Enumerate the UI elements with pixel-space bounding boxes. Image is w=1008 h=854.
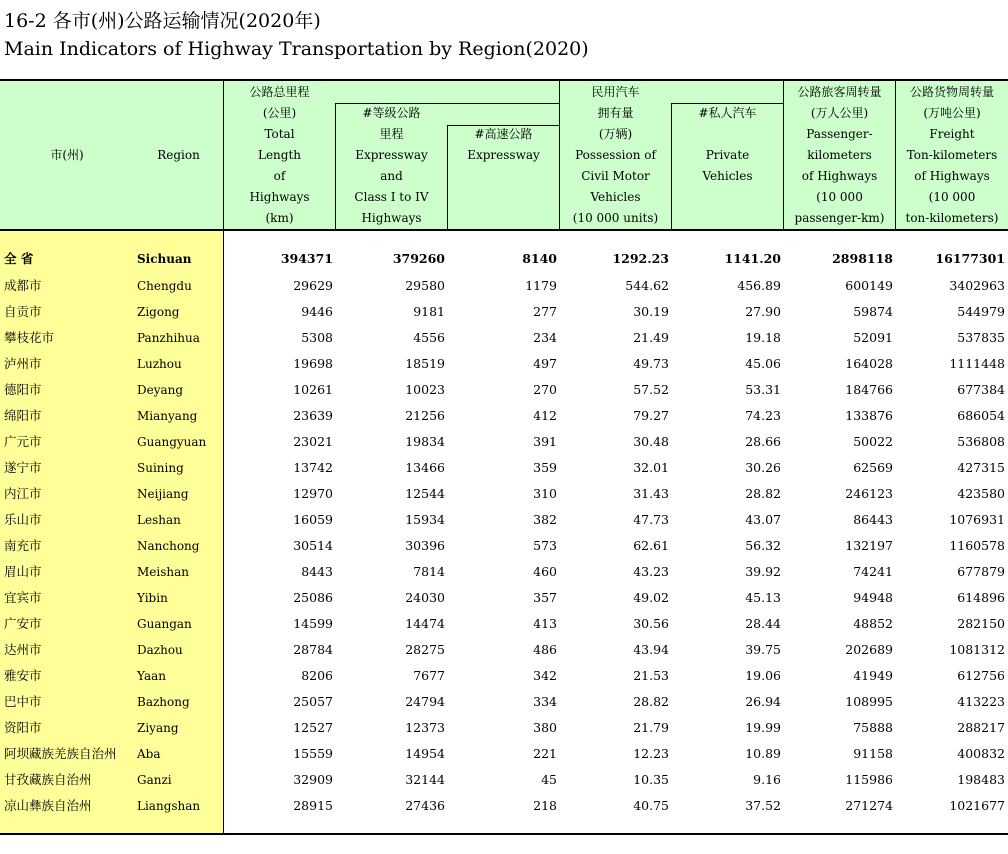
cell-private-vehicles: 43.07 [745, 512, 781, 527]
cell-motor-vehicles: 544.62 [625, 278, 669, 293]
cell-graded-length: 15934 [405, 512, 445, 527]
cell-graded-length: 32144 [405, 772, 445, 787]
cell-passenger-km: 86443 [853, 512, 893, 527]
cell-freight-tkm: 1111448 [949, 356, 1005, 371]
row-name-chinese: 遂宁市 [4, 460, 42, 475]
table-row [0, 351, 1008, 377]
row-name-chinese: 内江市 [4, 486, 42, 501]
row-name-english: Dazhou [137, 643, 183, 657]
cell-motor-vehicles: 21.53 [633, 668, 669, 683]
cell-passenger-km: 202689 [845, 642, 893, 657]
cell-graded-length: 27436 [405, 798, 445, 813]
row-name-chinese: 全 省 [4, 251, 34, 266]
row-name-english: Bazhong [137, 695, 190, 709]
cell-graded-length: 21256 [405, 408, 445, 423]
cell-private-vehicles: 37.52 [745, 798, 781, 813]
cell-expressway-length: 391 [533, 434, 557, 449]
cell-private-vehicles: 27.90 [745, 304, 781, 319]
cell-expressway-length: 413 [533, 616, 557, 631]
cell-passenger-km: 133876 [845, 408, 893, 423]
row-name-english: Ganzi [137, 773, 172, 787]
row-name-english: Luzhou [137, 357, 182, 371]
cell-freight-tkm: 1081312 [949, 642, 1005, 657]
cell-private-vehicles: 56.32 [745, 538, 781, 553]
row-name-english: Ziyang [137, 721, 179, 735]
cell-expressway-length: 310 [533, 486, 557, 501]
cell-graded-length: 19834 [405, 434, 445, 449]
header-bottom-rule [0, 229, 1008, 231]
table-title-chinese: 16-2 各市(州)公路运输情况(2020年) [4, 10, 321, 32]
cell-passenger-km: 246123 [845, 486, 893, 501]
cell-motor-vehicles: 21.49 [633, 330, 669, 345]
row-name-chinese: 宜宾市 [4, 590, 42, 605]
cell-motor-vehicles: 79.27 [633, 408, 669, 423]
table-row [0, 793, 1008, 819]
cell-freight-tkm: 413223 [957, 694, 1005, 709]
table-row [0, 455, 1008, 481]
row-name-chinese: 绵阳市 [4, 408, 42, 423]
cell-graded-length: 14474 [405, 616, 445, 631]
cell-freight-tkm: 3402963 [949, 278, 1005, 293]
table-row [0, 481, 1008, 507]
cell-motor-vehicles: 57.52 [633, 382, 669, 397]
cell-graded-length: 12544 [405, 486, 445, 501]
row-name-english: Neijiang [137, 487, 189, 501]
row-name-chinese: 资阳市 [4, 720, 42, 735]
table-row [0, 715, 1008, 741]
table-row [0, 637, 1008, 663]
cell-passenger-km: 164028 [845, 356, 893, 371]
cell-private-vehicles: 28.82 [745, 486, 781, 501]
row-name-chinese: 成都市 [4, 278, 42, 293]
cell-total-length: 32909 [293, 772, 333, 787]
cell-freight-tkm: 1021677 [949, 798, 1005, 813]
row-name-chinese: 自贡市 [4, 304, 42, 319]
cell-graded-length: 14954 [405, 746, 445, 761]
cell-motor-vehicles: 10.35 [633, 772, 669, 787]
table-bottom-rule [0, 833, 1008, 835]
cell-total-length: 8206 [301, 668, 333, 683]
cell-private-vehicles: 45.13 [745, 590, 781, 605]
table-row [0, 533, 1008, 559]
cell-passenger-km: 74241 [853, 564, 893, 579]
cell-passenger-km: 184766 [845, 382, 893, 397]
cell-motor-vehicles: 31.43 [633, 486, 669, 501]
cell-total-length: 25086 [293, 590, 333, 605]
row-name-english: Deyang [137, 383, 184, 397]
cell-graded-length: 9181 [413, 304, 445, 319]
cell-total-length: 5308 [301, 330, 333, 345]
cell-motor-vehicles: 1292.23 [612, 251, 669, 266]
cell-private-vehicles: 45.06 [745, 356, 781, 371]
table-row-total [0, 246, 1008, 272]
cell-freight-tkm: 536808 [957, 434, 1005, 449]
cell-private-vehicles: 26.94 [745, 694, 781, 709]
cell-total-length: 10261 [293, 382, 333, 397]
cell-passenger-km: 271274 [845, 798, 893, 813]
cell-graded-length: 7677 [413, 668, 445, 683]
cell-motor-vehicles: 49.02 [633, 590, 669, 605]
cell-private-vehicles: 456.89 [737, 278, 781, 293]
cell-total-length: 9446 [301, 304, 333, 319]
cell-freight-tkm: 677879 [957, 564, 1005, 579]
row-name-english: Guangyuan [137, 435, 207, 449]
cell-graded-length: 7814 [413, 564, 445, 579]
cell-total-length: 29629 [293, 278, 333, 293]
cell-graded-length: 28275 [405, 642, 445, 657]
row-name-english: Yibin [137, 591, 168, 605]
cell-expressway-length: 382 [533, 512, 557, 527]
cell-expressway-length: 45 [541, 772, 557, 787]
cell-private-vehicles: 39.75 [745, 642, 781, 657]
cell-total-length: 19698 [293, 356, 333, 371]
row-name-english: Aba [137, 747, 161, 761]
row-name-chinese: 凉山彝族自治州 [4, 798, 92, 813]
cell-motor-vehicles: 12.23 [633, 746, 669, 761]
cell-graded-length: 10023 [405, 382, 445, 397]
cell-graded-length: 18519 [405, 356, 445, 371]
cell-total-length: 25057 [293, 694, 333, 709]
row-name-chinese: 达州市 [4, 642, 42, 657]
cell-total-length: 14599 [293, 616, 333, 631]
cell-passenger-km: 132197 [845, 538, 893, 553]
cell-passenger-km: 62569 [853, 460, 893, 475]
cell-freight-tkm: 537835 [957, 330, 1005, 345]
cell-graded-length: 24794 [405, 694, 445, 709]
row-name-chinese: 德阳市 [4, 382, 42, 397]
row-name-english: Meishan [137, 565, 189, 579]
cell-expressway-length: 270 [533, 382, 557, 397]
cell-expressway-length: 497 [533, 356, 557, 371]
row-name-english: Guangan [137, 617, 192, 631]
cell-expressway-length: 218 [533, 798, 557, 813]
table-row [0, 325, 1008, 351]
cell-freight-tkm: 1160578 [949, 538, 1005, 553]
cell-passenger-km: 48852 [853, 616, 893, 631]
table-row [0, 767, 1008, 793]
cell-expressway-length: 334 [533, 694, 557, 709]
cell-private-vehicles: 9.16 [753, 772, 781, 787]
cell-passenger-km: 600149 [845, 278, 893, 293]
table-row [0, 403, 1008, 429]
cell-expressway-length: 221 [533, 746, 557, 761]
cell-passenger-km: 108995 [845, 694, 893, 709]
row-name-chinese: 乐山市 [4, 512, 42, 527]
cell-total-length: 15559 [293, 746, 333, 761]
row-name-chinese: 眉山市 [4, 564, 42, 579]
cell-graded-length: 12373 [405, 720, 445, 735]
cell-passenger-km: 52091 [853, 330, 893, 345]
table-title-english: Main Indicators of Highway Transportation by Region(2020) [4, 38, 589, 60]
cell-freight-tkm: 198483 [957, 772, 1005, 787]
cell-total-length: 13742 [293, 460, 333, 475]
cell-graded-length: 4556 [413, 330, 445, 345]
header-freight-tkm: 公路货物周转量 (万吨公里) Freight Ton-kilometers of Highways (10 000 ton-kilometers) [905, 85, 999, 225]
table-row [0, 741, 1008, 767]
row-name-english: Panzhihua [137, 331, 200, 345]
cell-freight-tkm: 1076931 [949, 512, 1005, 527]
cell-freight-tkm: 614896 [957, 590, 1005, 605]
cell-motor-vehicles: 47.73 [633, 512, 669, 527]
cell-passenger-km: 41949 [853, 668, 893, 683]
cell-expressway-length: 342 [533, 668, 557, 683]
row-name-english: Chengdu [137, 279, 192, 293]
header-total-length: 公路总里程 (公里) Total Length of Highways (km) [249, 85, 310, 225]
cell-freight-tkm: 282150 [957, 616, 1005, 631]
cell-motor-vehicles: 43.23 [633, 564, 669, 579]
header-region: Region [157, 147, 200, 162]
cell-passenger-km: 59874 [853, 304, 893, 319]
cell-expressway-length: 486 [533, 642, 557, 657]
table-row [0, 429, 1008, 455]
cell-freight-tkm: 677384 [957, 382, 1005, 397]
cell-graded-length: 13466 [405, 460, 445, 475]
table-row [0, 273, 1008, 299]
cell-expressway-length: 357 [533, 590, 557, 605]
table-row [0, 663, 1008, 689]
cell-motor-vehicles: 49.73 [633, 356, 669, 371]
cell-freight-tkm: 400832 [957, 746, 1005, 761]
row-name-english: Liangshan [137, 799, 201, 813]
cell-private-vehicles: 39.92 [745, 564, 781, 579]
cell-total-length: 23021 [293, 434, 333, 449]
cell-private-vehicles: 53.31 [745, 382, 781, 397]
row-name-english: Mianyang [137, 409, 198, 423]
cell-passenger-km: 94948 [853, 590, 893, 605]
row-name-chinese: 甘孜藏族自治州 [4, 772, 92, 787]
table-row [0, 611, 1008, 637]
cell-motor-vehicles: 28.82 [633, 694, 669, 709]
cell-expressway-length: 412 [533, 408, 557, 423]
row-name-chinese: 阿坝藏族羌族自治州 [4, 746, 117, 761]
table-row [0, 585, 1008, 611]
cell-total-length: 28915 [293, 798, 333, 813]
row-name-english: Sichuan [137, 252, 192, 266]
cell-expressway-length: 234 [533, 330, 557, 345]
cell-motor-vehicles: 30.48 [633, 434, 669, 449]
row-name-chinese: 巴中市 [4, 694, 42, 709]
cell-graded-length: 379260 [392, 251, 445, 266]
cell-motor-vehicles: 40.75 [633, 798, 669, 813]
cell-private-vehicles: 19.06 [745, 668, 781, 683]
header-graded-highways: #等级公路 里程 Expressway and Class I to IV Highways [354, 106, 429, 225]
row-name-chinese: 广安市 [4, 616, 42, 631]
row-name-english: Nanchong [137, 539, 200, 553]
cell-motor-vehicles: 21.79 [633, 720, 669, 735]
cell-graded-length: 24030 [405, 590, 445, 605]
cell-freight-tkm: 686054 [957, 408, 1005, 423]
cell-freight-tkm: 16177301 [935, 251, 1005, 266]
row-name-chinese: 攀枝花市 [4, 330, 55, 345]
cell-private-vehicles: 10.89 [745, 746, 781, 761]
cell-total-length: 30514 [293, 538, 333, 553]
header-city: 市(州) [50, 147, 84, 162]
row-name-english: Yaan [137, 669, 167, 683]
table-row [0, 689, 1008, 715]
cell-total-length: 16059 [293, 512, 333, 527]
cell-graded-length: 30396 [405, 538, 445, 553]
row-name-chinese: 南充市 [4, 538, 42, 553]
table-row [0, 559, 1008, 585]
table-row [0, 299, 1008, 325]
cell-private-vehicles: 28.44 [745, 616, 781, 631]
header-motor-vehicles: 民用汽车 拥有量 (万辆) Possession of Civil Motor Vehicles (10 000 units) [572, 85, 659, 225]
cell-total-length: 12527 [293, 720, 333, 735]
cell-graded-length: 29580 [405, 278, 445, 293]
cell-private-vehicles: 74.23 [745, 408, 781, 423]
cell-freight-tkm: 288217 [957, 720, 1005, 735]
cell-motor-vehicles: 62.61 [633, 538, 669, 553]
table-row [0, 377, 1008, 403]
cell-motor-vehicles: 43.94 [633, 642, 669, 657]
cell-motor-vehicles: 32.01 [633, 460, 669, 475]
cell-private-vehicles: 19.99 [745, 720, 781, 735]
row-name-chinese: 广元市 [4, 434, 42, 449]
header-expressway: #高速公路 Expressway [467, 127, 540, 162]
cell-passenger-km: 75888 [853, 720, 893, 735]
cell-passenger-km: 50022 [853, 434, 893, 449]
row-name-chinese: 泸州市 [4, 356, 42, 371]
header-private-vehicles: #私人汽车 Private Vehicles [698, 106, 757, 183]
cell-motor-vehicles: 30.19 [633, 304, 669, 319]
cell-expressway-length: 380 [533, 720, 557, 735]
cell-passenger-km: 2898118 [832, 251, 893, 266]
cell-freight-tkm: 544979 [957, 304, 1005, 319]
cell-passenger-km: 91158 [853, 746, 893, 761]
cell-freight-tkm: 427315 [957, 460, 1005, 475]
cell-private-vehicles: 30.26 [745, 460, 781, 475]
cell-expressway-length: 277 [533, 304, 557, 319]
row-name-english: Suining [137, 461, 184, 475]
cell-expressway-length: 573 [533, 538, 557, 553]
cell-freight-tkm: 423580 [957, 486, 1005, 501]
header-passenger-km: 公路旅客周转量 (万人公里) Passenger- kilometers of Highways (10 000 passenger-km) [794, 85, 885, 225]
row-name-english: Leshan [137, 513, 181, 527]
cell-freight-tkm: 612756 [957, 668, 1005, 683]
cell-expressway-length: 359 [533, 460, 557, 475]
cell-private-vehicles: 19.18 [745, 330, 781, 345]
row-name-english: Zigong [137, 305, 180, 319]
cell-private-vehicles: 1141.20 [724, 251, 781, 266]
cell-total-length: 394371 [280, 251, 333, 266]
cell-total-length: 8443 [301, 564, 333, 579]
cell-expressway-length: 1179 [525, 278, 557, 293]
cell-total-length: 12970 [293, 486, 333, 501]
cell-total-length: 23639 [293, 408, 333, 423]
cell-private-vehicles: 28.66 [745, 434, 781, 449]
cell-expressway-length: 8140 [522, 251, 557, 266]
cell-motor-vehicles: 30.56 [633, 616, 669, 631]
cell-passenger-km: 115986 [845, 772, 893, 787]
row-name-chinese: 雅安市 [4, 668, 42, 683]
cell-total-length: 28784 [293, 642, 333, 657]
table-row [0, 507, 1008, 533]
cell-expressway-length: 460 [533, 564, 557, 579]
